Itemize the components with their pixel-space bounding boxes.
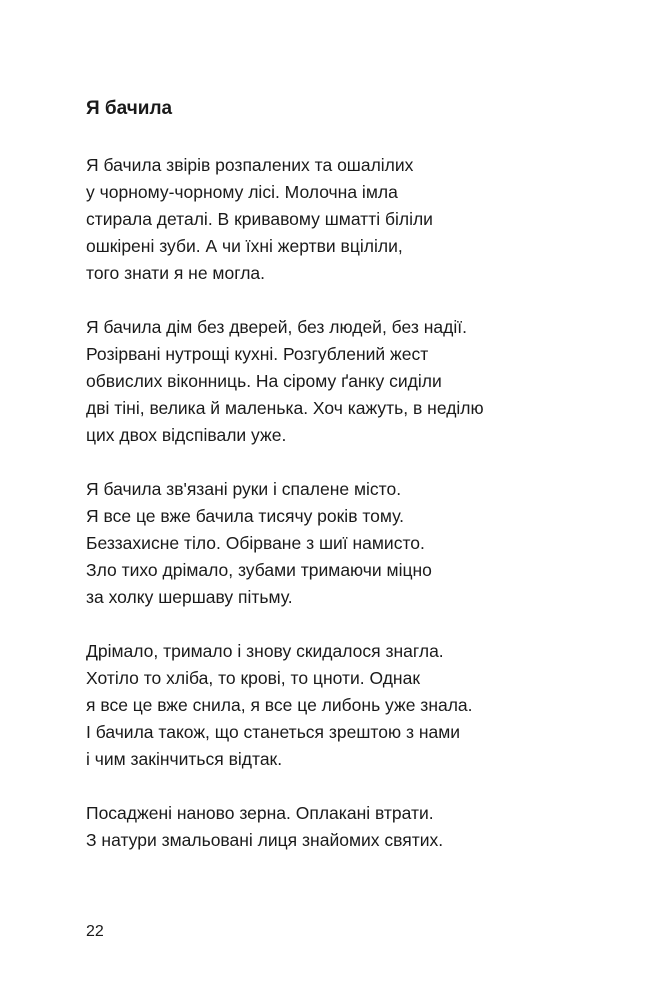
- poem-line: Я бачила дім без дверей, без людей, без надії.: [86, 317, 467, 337]
- poem-line: І бачила також, що станеться зрештою з нами: [86, 722, 461, 742]
- poem-line: стирала деталі. В кривавому шматті біліли: [86, 209, 433, 229]
- poem-line: Розірвані нутрощі кухні. Розгублений жест: [86, 344, 429, 364]
- poem-line: обвислих віконниць. На сірому ґанку сиділи: [86, 371, 442, 391]
- poem-line: Беззахисне тіло. Обірване з шиї намисто.: [86, 533, 425, 553]
- stanza: [86, 800, 626, 854]
- poem-line: Я бачила звірів розпалених та ошалілих: [86, 155, 414, 175]
- book-page: [86, 0, 626, 1000]
- poem-line: Я все це вже бачила тисячу років тому.: [86, 506, 404, 526]
- poem-line: ошкірені зуби. А чи їхні жертви вціліли,: [86, 236, 403, 256]
- poem-line: за холку шершаву пітьму.: [86, 587, 293, 607]
- page-number: 22: [86, 923, 104, 940]
- poem-body: [86, 152, 626, 881]
- stanza: [86, 314, 626, 449]
- poem-line: і чим закінчиться відтак.: [86, 749, 283, 769]
- stanza: [86, 152, 626, 287]
- poem-line: у чорному-чорному лісі. Молочна імла: [86, 182, 398, 202]
- poem-title: Я бачила: [86, 98, 173, 119]
- poem-line: З натури змальовані лиця знайомих святих.: [86, 830, 444, 850]
- poem-line: дві тіні, велика й маленька. Хоч кажуть, в неділю: [86, 398, 484, 418]
- poem-line: того знати я не могла.: [86, 263, 265, 283]
- stanza: [86, 638, 626, 773]
- poem-line: Я бачила зв'язані руки і спалене місто.: [86, 479, 402, 499]
- poem-line: цих двох відспівали уже.: [86, 425, 287, 445]
- poem-line: Дрімало, тримало і знову скидалося знагла.: [86, 641, 444, 661]
- poem-line: Посаджені наново зерна. Оплакані втрати.: [86, 803, 434, 823]
- poem-line: я все це вже снила, я все це либонь уже знала.: [86, 695, 473, 715]
- poem-line: Зло тихо дрімало, зубами тримаючи міцно: [86, 560, 432, 580]
- poem-line: Хотіло то хліба, то крові, то цноти. Однак: [86, 668, 420, 688]
- stanza: [86, 476, 626, 611]
